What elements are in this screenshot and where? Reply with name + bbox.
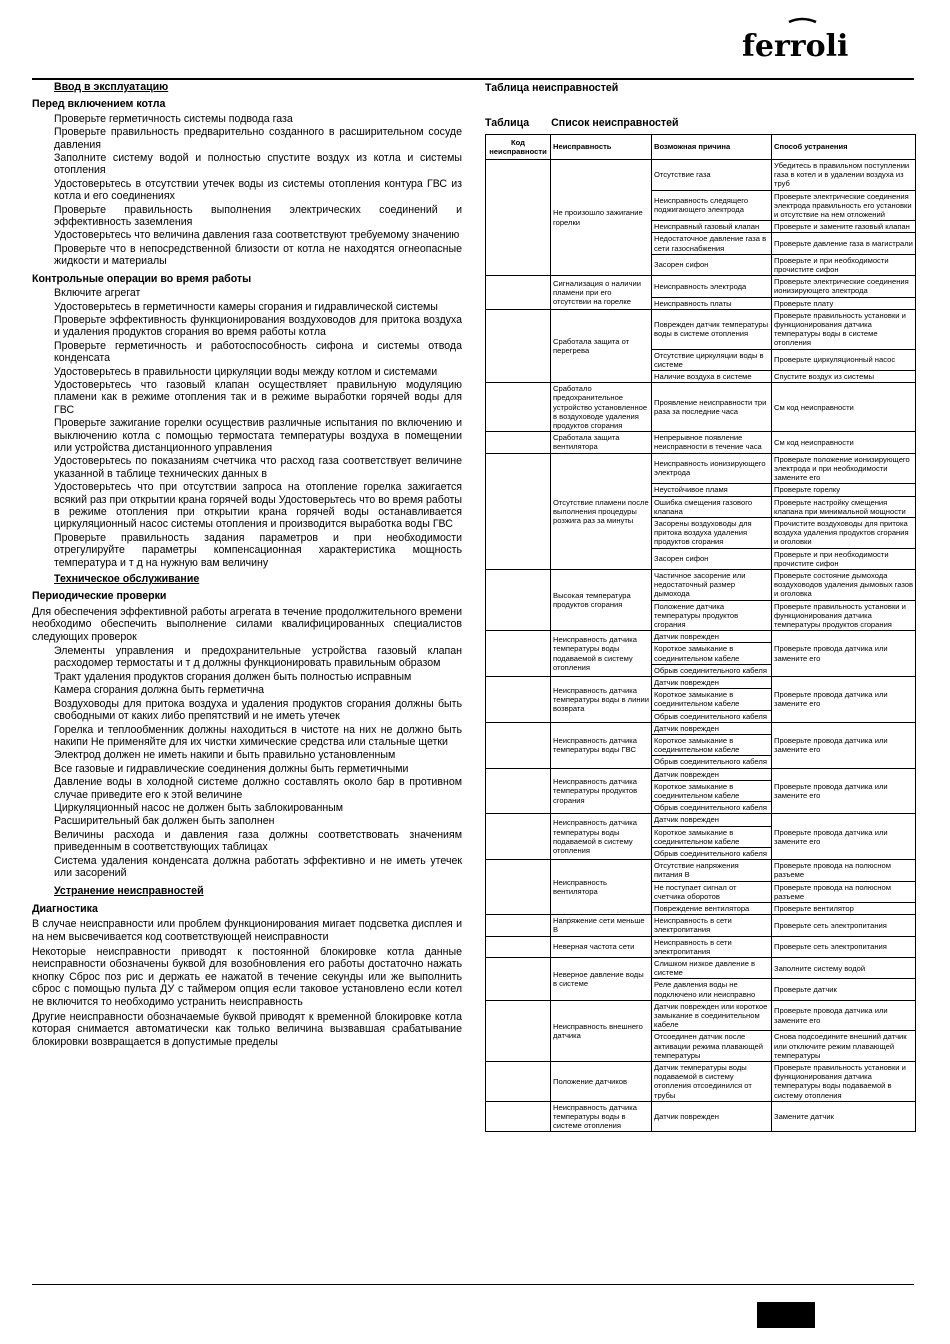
- cause-cell: Неисправность электрода: [652, 276, 772, 297]
- cause-cell: Частичное засорение или недостаточный размер дымохода: [652, 569, 772, 600]
- checklist-item: Проверьте зажигание горелки осуществив различные испытания по включению и выключению котла с помощью термостата температуры воздуха в помещении или устройства дистанционного управления: [54, 417, 462, 454]
- footer-rule: [32, 1284, 914, 1285]
- remedy-cell: Заполните систему водой: [772, 958, 916, 979]
- fault-code-cell: [486, 768, 551, 814]
- cause-cell: Неисправный газовый клапан: [652, 221, 772, 233]
- fault-name-cell: Сработало предохранительное устройство установленное в воздуховоде удаления продуктов сгорания: [551, 383, 652, 432]
- fault-code-cell: [486, 383, 551, 432]
- cause-cell: Датчик поврежден: [652, 1101, 772, 1132]
- fault-code-cell: [486, 1101, 551, 1132]
- checklist-item: Проверьте что в непосредственной близости от котла не находятся огнеопасные жидкости и материалы: [54, 242, 462, 268]
- cause-cell: Датчик поврежден: [652, 768, 772, 780]
- fault-code-cell: [486, 1000, 551, 1061]
- checklist-item: Камера сгорания должна быть герметична: [54, 684, 265, 697]
- subheading-operation-checks: Контрольные операции во время работы: [32, 272, 252, 285]
- remedy-cell: Проверьте правильность установки и функционирования датчика температуры продуктов сгорания: [772, 600, 916, 631]
- remedy-cell: Проверьте сеть электропитания: [772, 936, 916, 957]
- cause-cell: Датчик поврежден: [652, 814, 772, 826]
- svg-text:ferroli: ferroli: [742, 29, 849, 64]
- header-cause: Возможная причина: [652, 135, 772, 160]
- table-row: [486, 569, 916, 600]
- fault-code-cell: [486, 722, 551, 768]
- cause-cell: Ошибка смещения газового клапана: [652, 496, 772, 517]
- checklist-item: Заполните систему водой и полностью спустите воздух из котла и системы отопления: [54, 152, 462, 177]
- cause-cell: Обрыв соединительного кабеля: [652, 664, 772, 676]
- checklist-item: Воздуховоды для притока воздуха и удаления продуктов сгорания должны быть свободными от каких либо препятствий и не иметь утечек: [54, 697, 462, 723]
- fault-code-cell: [486, 958, 551, 1001]
- remedy-cell: Проверьте датчик: [772, 979, 916, 1000]
- remedy-cell: Проверьте сеть электропитания: [772, 915, 916, 936]
- cause-cell: Повреждение вентилятора: [652, 903, 772, 915]
- table-row: [486, 309, 916, 349]
- checklist-item: Удостоверьтесь что газовый клапан осуществляет правильную модуляцию пламени как в режиме отопления так и в режиме выработки горячей воды для ГВС: [54, 378, 462, 416]
- remedy-cell: Замените датчик: [772, 1101, 916, 1132]
- table-row: [486, 160, 916, 191]
- cause-cell: Непрерывное появление неисправности в течение часа: [652, 432, 772, 453]
- table-caption: Таблица Список неисправностей: [485, 117, 679, 129]
- checklist-item: Удостоверьтесь что величина давления газа соответствуют требуемому значению: [54, 229, 460, 242]
- table-row: [486, 631, 916, 643]
- remedy-cell: Проверьте и замените газовый клапан: [772, 221, 916, 233]
- cause-cell: Отсутствие циркуляции воды в системе: [652, 349, 772, 370]
- right-column-header: [485, 80, 915, 129]
- fault-name-cell: Положение датчиков: [551, 1062, 652, 1102]
- remedy-cell: Проверьте провода на полюсном разъеме: [772, 881, 916, 902]
- cause-cell: Обрыв соединительного кабеля: [652, 756, 772, 768]
- remedy-cell: Проверьте провода датчика или замените его: [772, 722, 916, 768]
- remedy-cell: Проверьте провода датчика или замените его: [772, 814, 916, 860]
- cause-cell: Обрыв соединительного кабеля: [652, 802, 772, 814]
- cause-cell: Засорен сифон: [652, 254, 772, 275]
- remedy-cell: Проверьте и при необходимости прочистите сифон: [772, 254, 916, 275]
- cause-cell: Короткое замыкание в соединительном кабеле: [652, 734, 772, 755]
- fault-code-cell: [486, 676, 551, 722]
- remedy-cell: Проверьте провода датчика или замените его: [772, 768, 916, 814]
- fault-name-cell: Высокая температура продуктов сгорания: [551, 569, 652, 630]
- table-row: [486, 453, 916, 484]
- header-remedy: Способ устранения: [772, 135, 916, 160]
- checklist-item: Удостоверьтесь по показаниям счетчика что расход газа соответствует величине указанной в таблице технических данных в: [54, 455, 462, 480]
- remedy-cell: Проверьте вентилятор: [772, 903, 916, 915]
- table-row: [486, 383, 916, 432]
- checklist-item: Проверьте правильность выполнения электрических соединений и эффективность заземления: [54, 203, 462, 229]
- remedy-cell: Проверьте провода датчика или замените его: [772, 1000, 916, 1031]
- remedy-cell: Спустите воздух из системы: [772, 371, 916, 383]
- table-row: [486, 915, 916, 936]
- cause-cell: Слишком низкое давление в системе: [652, 958, 772, 979]
- remedy-cell: Проверьте циркуляционный насос: [772, 349, 916, 370]
- cause-cell: Недостаточное давление газа в сети газоснабжения: [652, 233, 772, 254]
- subheading-before-start: Перед включением котла: [32, 98, 166, 111]
- checklist-item: Проверьте эффективность функционирования воздуховодов для притока воздуха и удаления продуктов сгорания во время работы котла: [54, 313, 462, 339]
- section-title-commissioning: Ввод в эксплуатацию: [54, 81, 169, 93]
- fault-code-cell: [486, 860, 551, 915]
- fault-name-cell: Сработала защита от перегрева: [551, 309, 652, 382]
- cause-cell: Реле давления воды не подключено или неисправно: [652, 979, 772, 1000]
- checklist-item: Тракт удаления продуктов сгорания должен быть полностью исправным: [54, 670, 412, 683]
- table-row: [486, 276, 916, 297]
- cause-cell: Датчик поврежден: [652, 722, 772, 734]
- cause-cell: Засорены воздуховоды для притока воздуха удаления продуктов сгорания: [652, 517, 772, 548]
- cause-cell: Неисправность платы: [652, 297, 772, 309]
- cause-cell: Неустойчивое пламя: [652, 484, 772, 496]
- header-fault: Неисправность: [551, 135, 652, 160]
- remedy-cell: Проверьте и при необходимости прочистите сифон: [772, 548, 916, 569]
- section-title-troubleshooting: Устранение неисправностей: [54, 885, 204, 898]
- fault-code-cell: [486, 453, 551, 569]
- fault-name-cell: Неисправность датчика температуры воды в системе отопления: [551, 1101, 652, 1132]
- remedy-cell: См код неисправности: [772, 383, 916, 432]
- checklist-item: Элементы управления и предохранительные устройства газовый клапан расходомер термостаты и т д должны функционировать правильным образом: [54, 645, 462, 670]
- remedy-cell: Проверьте горелку: [772, 484, 916, 496]
- fault-name-cell: Сработала защита вентилятора: [551, 432, 652, 453]
- fault-code-cell: [486, 915, 551, 936]
- fault-name-cell: Неисправность датчика температуры воды подаваемой в систему отопления: [551, 814, 652, 860]
- table-row: [486, 958, 916, 979]
- cause-cell: Поврежден датчик температуры воды в системе отопления: [652, 309, 772, 349]
- page-number-box: [757, 1302, 815, 1328]
- cause-cell: Короткое замыкание в соединительном кабеле: [652, 643, 772, 664]
- cause-cell: Отсоединен датчик после активации режима плавающей температуры: [652, 1031, 772, 1062]
- fault-code-cell: [486, 569, 551, 630]
- section-title-maintenance: Техническое обслуживание: [54, 573, 200, 586]
- cause-cell: Неисправность в сети электропитания: [652, 915, 772, 936]
- checklist-item: Циркуляционный насос не должен быть заблокированным: [54, 801, 344, 814]
- table-section-title: Таблица неисправностей: [485, 82, 619, 94]
- table-row: [486, 1062, 916, 1102]
- fault-code-cell: [486, 936, 551, 957]
- cause-cell: Проявление неисправности три раза за последние часа: [652, 383, 772, 432]
- checklist-item: Включите агрегат: [54, 287, 141, 300]
- fault-table-header: [486, 135, 916, 160]
- fault-code-cell: [486, 276, 551, 310]
- fault-name-cell: Неисправность внешнего датчика: [551, 1000, 652, 1061]
- checklist-item: Система удаления конденсата должна работать эффективно и не иметь утечек или засорений: [54, 854, 462, 879]
- fault-name-cell: Напряжение сети меньше В: [551, 915, 652, 936]
- checklist-item: Проверьте правильность предварительно созданного в расширительном сосуде давления: [54, 126, 462, 151]
- fault-name-cell: Отсутствие пламени после выполнения процедуры розжига раз за минуты: [551, 453, 652, 569]
- checklist-item: Удостоверьтесь что при отсутствии запроса на отопление горелка зажигается всякий раз при открытии крана горячей воды Удостоверьтесь что во время работы в режиме отопления при открытии крана горячей воды останавливается циркуляционный насос системы отопления и производится выработка воды ГВС: [54, 481, 462, 531]
- checklist-item: Удостоверьтесь в правильности циркуляции воды между котлом и системами: [54, 365, 438, 378]
- remedy-cell: Проверьте плату: [772, 297, 916, 309]
- checklist-item: Все газовые и гидравлические соединения должны быть герметичными: [54, 762, 409, 775]
- checklist-item: Расширительный бак должен быть заполнен: [54, 815, 275, 828]
- remedy-cell: См код неисправности: [772, 432, 916, 453]
- table-row: [486, 432, 916, 453]
- maintenance-intro: Для обеспечения эффективной работы агрегата в течение продолжительного времени необходимо обеспечить выполнение силами квалифицированных специалистов следующих проверок: [32, 605, 462, 643]
- cause-cell: Короткое замыкание в соединительном кабеле: [652, 826, 772, 847]
- cause-cell: Короткое замыкание в соединительном кабеле: [652, 689, 772, 710]
- fault-name-cell: Неверное давление воды в системе: [551, 958, 652, 1001]
- checklist-item: Давление воды в холодной системе должно составлять около бар в противном случае приведите его к этой величине: [54, 776, 462, 801]
- fault-name-cell: Неисправность датчика температуры продуктов сгорания: [551, 768, 652, 814]
- subheading-diagnostics: Диагностика: [32, 902, 98, 915]
- checklist-item: Удостоверьтесь в отсутствии утечек воды из системы отопления контура ГВС из котла и его соединениях: [54, 177, 462, 203]
- remedy-cell: Проверьте правильность установки и функционирования датчика температуры воды подаваемой в систему отопления: [772, 1062, 916, 1102]
- fault-code-cell: [486, 1062, 551, 1102]
- cause-cell: Неисправность в сети электропитания: [652, 936, 772, 957]
- remedy-cell: Проверьте провода на полюсном разъеме: [772, 860, 916, 881]
- checklist-maintenance: [32, 645, 462, 879]
- cause-cell: Отсутствие напряжения питания В: [652, 860, 772, 881]
- checklist-item: Проверьте герметичность и работоспособность сифона и системы отвода конденсата: [54, 339, 462, 365]
- remedy-cell: Проверьте провода датчика или замените его: [772, 676, 916, 722]
- fault-code-cell: [486, 432, 551, 453]
- fault-code-cell: [486, 631, 551, 677]
- subheading-periodic-checks: Периодические проверки: [32, 590, 167, 603]
- checklist-item: Электрод должен не иметь накипи и быть правильно установленным: [54, 749, 396, 762]
- remedy-cell: Проверьте давление газа в магистрали: [772, 233, 916, 254]
- checklist-item: Проверьте правильность задания параметров и при необходимости отрегулируйте параметры компенсационная характеристика мощность температура и т д на нужную вам величину: [54, 531, 462, 569]
- fault-code-cell: [486, 814, 551, 860]
- table-row: [486, 722, 916, 734]
- checklist-item: Величины расхода и давления газа должны соответствовать значениям приведенным в соответствующих таблицах: [54, 828, 462, 854]
- fault-name-cell: Неверная частота сети: [551, 936, 652, 957]
- remedy-cell: Проверьте состояние дымохода воздуховодов удаления дымовых газов и оголовка: [772, 569, 916, 600]
- table-row: [486, 1101, 916, 1132]
- fault-table: [485, 134, 916, 1132]
- remedy-cell: Прочистите воздуховоды для притока воздуха удаления продуктов сгорания и оголовки: [772, 517, 916, 548]
- checklist-operation: [32, 287, 462, 569]
- table-row: [486, 1000, 916, 1031]
- fault-name-cell: Сигнализация о наличии пламени при его отсутствии на горелке: [551, 276, 652, 310]
- fault-name-cell: Неисправность датчика температуры воды ГВС: [551, 722, 652, 768]
- remedy-cell: Проверьте провода датчика или замените его: [772, 631, 916, 677]
- cause-cell: Датчик температуры воды подаваемой в систему отопления отсоединился от трубы: [652, 1062, 772, 1102]
- table-row: [486, 676, 916, 688]
- checklist-item: Удостоверьтесь в герметичности камеры сгорания и гидравлической системы: [54, 300, 438, 313]
- cause-cell: Отсутствие газа: [652, 160, 772, 191]
- fault-code-cell: [486, 309, 551, 382]
- checklist-item: Горелка и теплообменник должны находиться в чистоте на них не должно быть накипи Не применяйте для их чистки химические средства или стальные щетки: [54, 723, 462, 748]
- checklist-item: Проверьте герметичность системы подвода газа: [54, 112, 293, 125]
- cause-cell: Короткое замыкание в соединительном кабеле: [652, 780, 772, 801]
- remedy-cell: Убедитесь в правильном поступлении газа в котел и в удалении воздуха из труб: [772, 160, 916, 191]
- diagnostics-paragraph-2: Некоторые неисправности приводят к постоянной блокировке котла данные неисправности обозначены буквой для возобновления его работы достаточно нажать кнопку Сброс поз рис и держать ее нажатой в течение секунды или же выполнить сброс с помощью пульта ДУ с таймером опция если таковое установлено если котел не включится то необходимо устранить неисправность: [32, 946, 462, 1008]
- cause-cell: Неисправность ионизирующего электрода: [652, 453, 772, 484]
- remedy-cell: Проверьте электрические соединения электрода правильность его установки и отсутствие на нем отложений: [772, 190, 916, 221]
- fault-code-cell: [486, 160, 551, 276]
- remedy-cell: Снова подсоедините внешний датчик или отключите режим плавающей температуры: [772, 1031, 916, 1062]
- ferroli-logo: [742, 18, 849, 64]
- remedy-cell: Проверьте правильность установки и функционирования датчика температуры воды в системе отопления: [772, 309, 916, 349]
- cause-cell: Положение датчика температуры продуктов сгорания: [652, 600, 772, 631]
- remedy-cell: Проверьте настройку смещения клапана при минимальной мощности: [772, 496, 916, 517]
- cause-cell: Обрыв соединительного кабеля: [652, 710, 772, 722]
- cause-cell: Обрыв соединительного кабеля: [652, 848, 772, 860]
- fault-name-cell: Не произошло зажигание горелки: [551, 160, 652, 276]
- cause-cell: Датчик поврежден: [652, 631, 772, 643]
- header-code: Код неисправности: [486, 135, 551, 160]
- cause-cell: Наличие воздуха в системе: [652, 371, 772, 383]
- cause-cell: Датчик поврежден или короткое замыкание в соединительном кабеле: [652, 1000, 772, 1031]
- checklist-before-start: [32, 113, 462, 268]
- table-row: [486, 860, 916, 881]
- table-row: [486, 768, 916, 780]
- cause-cell: Неисправность следящего поджигающего электрода: [652, 190, 772, 221]
- cause-cell: Датчик поврежден: [652, 676, 772, 688]
- fault-name-cell: Неисправность датчика температуры воды в линии возврата: [551, 676, 652, 722]
- remedy-cell: Проверьте положение ионизирующего электрода и при необходимости замените его: [772, 453, 916, 484]
- left-column: [32, 80, 462, 1050]
- fault-name-cell: Неисправность датчика температуры воды подаваемой в систему отопления: [551, 631, 652, 677]
- table-row: [486, 814, 916, 826]
- diagnostics-paragraph-1: В случае неисправности или проблем функционирования мигает подсветка дисплея и на нем высвечивается код соответствующей неисправности: [32, 918, 462, 943]
- fault-name-cell: Неисправность вентилятора: [551, 860, 652, 915]
- cause-cell: Засорен сифон: [652, 548, 772, 569]
- cause-cell: Не поступает сигнал от счетчика оборотов: [652, 881, 772, 902]
- table-row: [486, 936, 916, 957]
- remedy-cell: Проверьте электрические соединения ионизирующего электрода: [772, 276, 916, 297]
- diagnostics-paragraph-3: Другие неисправности обозначаемые буквой приводят к временной блокировке котла которая снимается автоматически как только величина вызвавшая срабатывание блокировки возвращается в допустимые пределы: [32, 1011, 462, 1048]
